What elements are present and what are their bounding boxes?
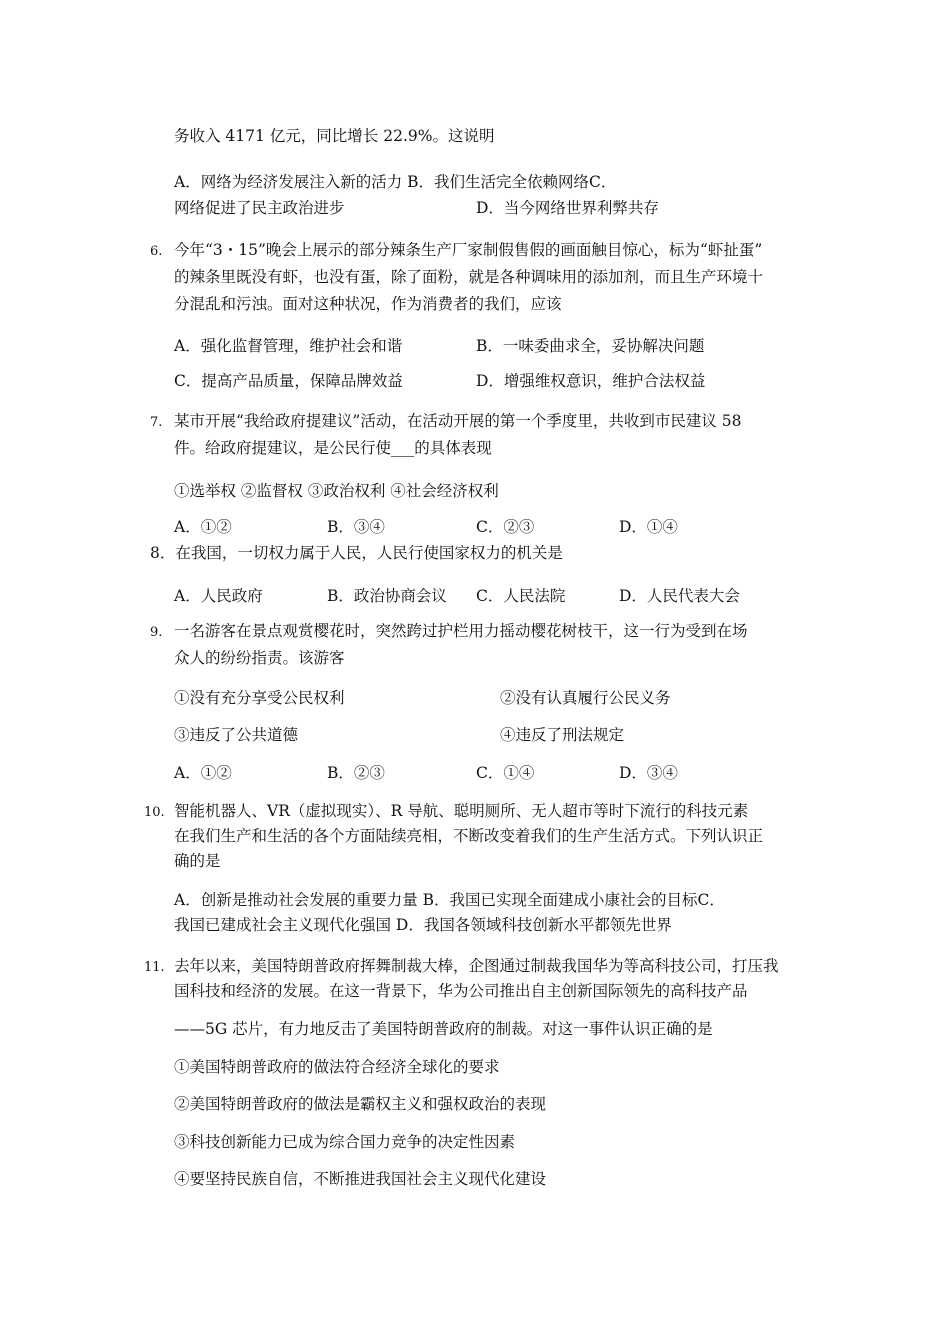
q10-stem-line3: 确的是 [174, 852, 221, 870]
q9-option-b: B．②③ [327, 764, 385, 782]
q6-option-d: D．增强维权意识，维护合法权益 [476, 372, 706, 390]
q6-option-a: A．强化监督管理，维护社会和谐 [174, 337, 403, 355]
q11-number: 11. [144, 960, 165, 975]
q11-item-1: ①美国特朗普政府的做法符合经济全球化的要求 [174, 1058, 500, 1076]
q7-option-c: C．②③ [476, 518, 535, 536]
q7-option-d: D．①④ [619, 518, 678, 536]
q7-option-a: A．①② [174, 518, 232, 536]
q6-option-c: C．提高产品质量，保障品牌效益 [174, 372, 403, 390]
q10-stem-line2: 在我们生产和生活的各个方面陆续亮相，不断改变着我们的生产生活方式。下列认识正 [174, 827, 764, 845]
q6-stem-line2: 的辣条里既没有虾，也没有蛋，除了面粉，就是各种调味用的添加剂，而且生产环境十 [174, 268, 764, 286]
q8-option-c: C．人民法院 [476, 587, 566, 605]
q11-item-2: ②美国特朗普政府的做法是霸权主义和强权政治的表现 [174, 1095, 547, 1113]
q10-options-line1: A．创新是推动社会发展的重要力量 B．我国已实现全面建成小康社会的目标C． [174, 891, 725, 909]
q10-options-line2: 我国已建成社会主义现代化强国 D．我国各领域科技创新水平都领先世界 [174, 916, 672, 934]
q6-stem-line1: 今年“3・15”晚会上展示的部分辣条生产厂家制假售假的画面触目惊心，标为“虾扯蛋” [174, 241, 763, 259]
q6-option-b: B．一味委曲求全，妥协解决问题 [476, 337, 705, 355]
q7-stem-line1: 某市开展“我给政府提建议”活动，在活动开展的第一个季度里，共收到市民建议 58 [174, 412, 742, 430]
q11-stem-line1: 去年以来，美国特朗普政府挥舞制裁大棒，企图通过制裁我国华为等高科技公司，打压我 [174, 957, 779, 975]
q11-item-3: ③科技创新能力已成为综合国力竞争的决定性因素 [174, 1133, 516, 1151]
q5-stem-cont: 务收入 4171 亿元，同比增长 22.9%。这说明 [174, 127, 495, 145]
q5-options-line1: A．网络为经济发展注入新的活力 B．我们生活完全依赖网络C． [174, 173, 617, 191]
q8-option-d: D．人民代表大会 [619, 587, 740, 605]
q9-number: 9. [150, 625, 163, 640]
q9-item-4: ④违反了刑法规定 [500, 726, 625, 744]
q11-item-4: ④要坚持民族自信，不断推进我国社会主义现代化建设 [174, 1170, 547, 1188]
q5-option-d: D．当今网络世界利弊共存 [476, 199, 659, 217]
q9-item-2: ②没有认真履行公民义务 [500, 689, 671, 707]
q10-stem-line1: 智能机器人、VR（虚拟现实）、R 导航、聪明厕所、无人超市等时下流行的科技元素 [174, 802, 749, 820]
q8-option-a: A．人民政府 [174, 587, 263, 605]
q9-stem-line2: 众人的纷纷指责。该游客 [174, 649, 345, 667]
q9-item-3: ③违反了公共道德 [174, 726, 299, 744]
q7-items: ①选举权 ②监督权 ③政治权利 ④社会经济权利 [174, 482, 499, 500]
q11-stem-line3: ——5G 芯片，有力地反击了美国特朗普政府的制裁。对这一事件认识正确的是 [174, 1020, 713, 1038]
q9-stem-line1: 一名游客在景点观赏樱花时，突然跨过护栏用力摇动樱花树枝干，这一行为受到在场 [174, 622, 748, 640]
q7-number: 7. [150, 415, 163, 430]
q11-stem-line2: 国科技和经济的发展。在这一背景下，华为公司推出自主创新国际领先的高科技产品 [174, 982, 748, 1000]
q10-number: 10. [144, 805, 165, 820]
q6-number: 6. [150, 244, 163, 259]
q9-option-d: D．③④ [619, 764, 678, 782]
q8-stem: 8．在我国，一切权力属于人民，人民行使国家权力的机关是 [150, 544, 563, 562]
q9-option-c: C．①④ [476, 764, 535, 782]
q6-stem-line3: 分混乱和污浊。面对这种状况，作为消费者的我们，应该 [174, 295, 562, 313]
q8-option-b: B．政治协商会议 [327, 587, 447, 605]
q5-option-c: 网络促进了民主政治进步 [174, 199, 345, 217]
q9-item-1: ①没有充分享受公民权利 [174, 689, 345, 707]
q9-option-a: A．①② [174, 764, 232, 782]
q7-option-b: B．③④ [327, 518, 385, 536]
q7-stem-line2: 件。给政府提建议，是公民行使___的具体表现 [174, 439, 492, 457]
